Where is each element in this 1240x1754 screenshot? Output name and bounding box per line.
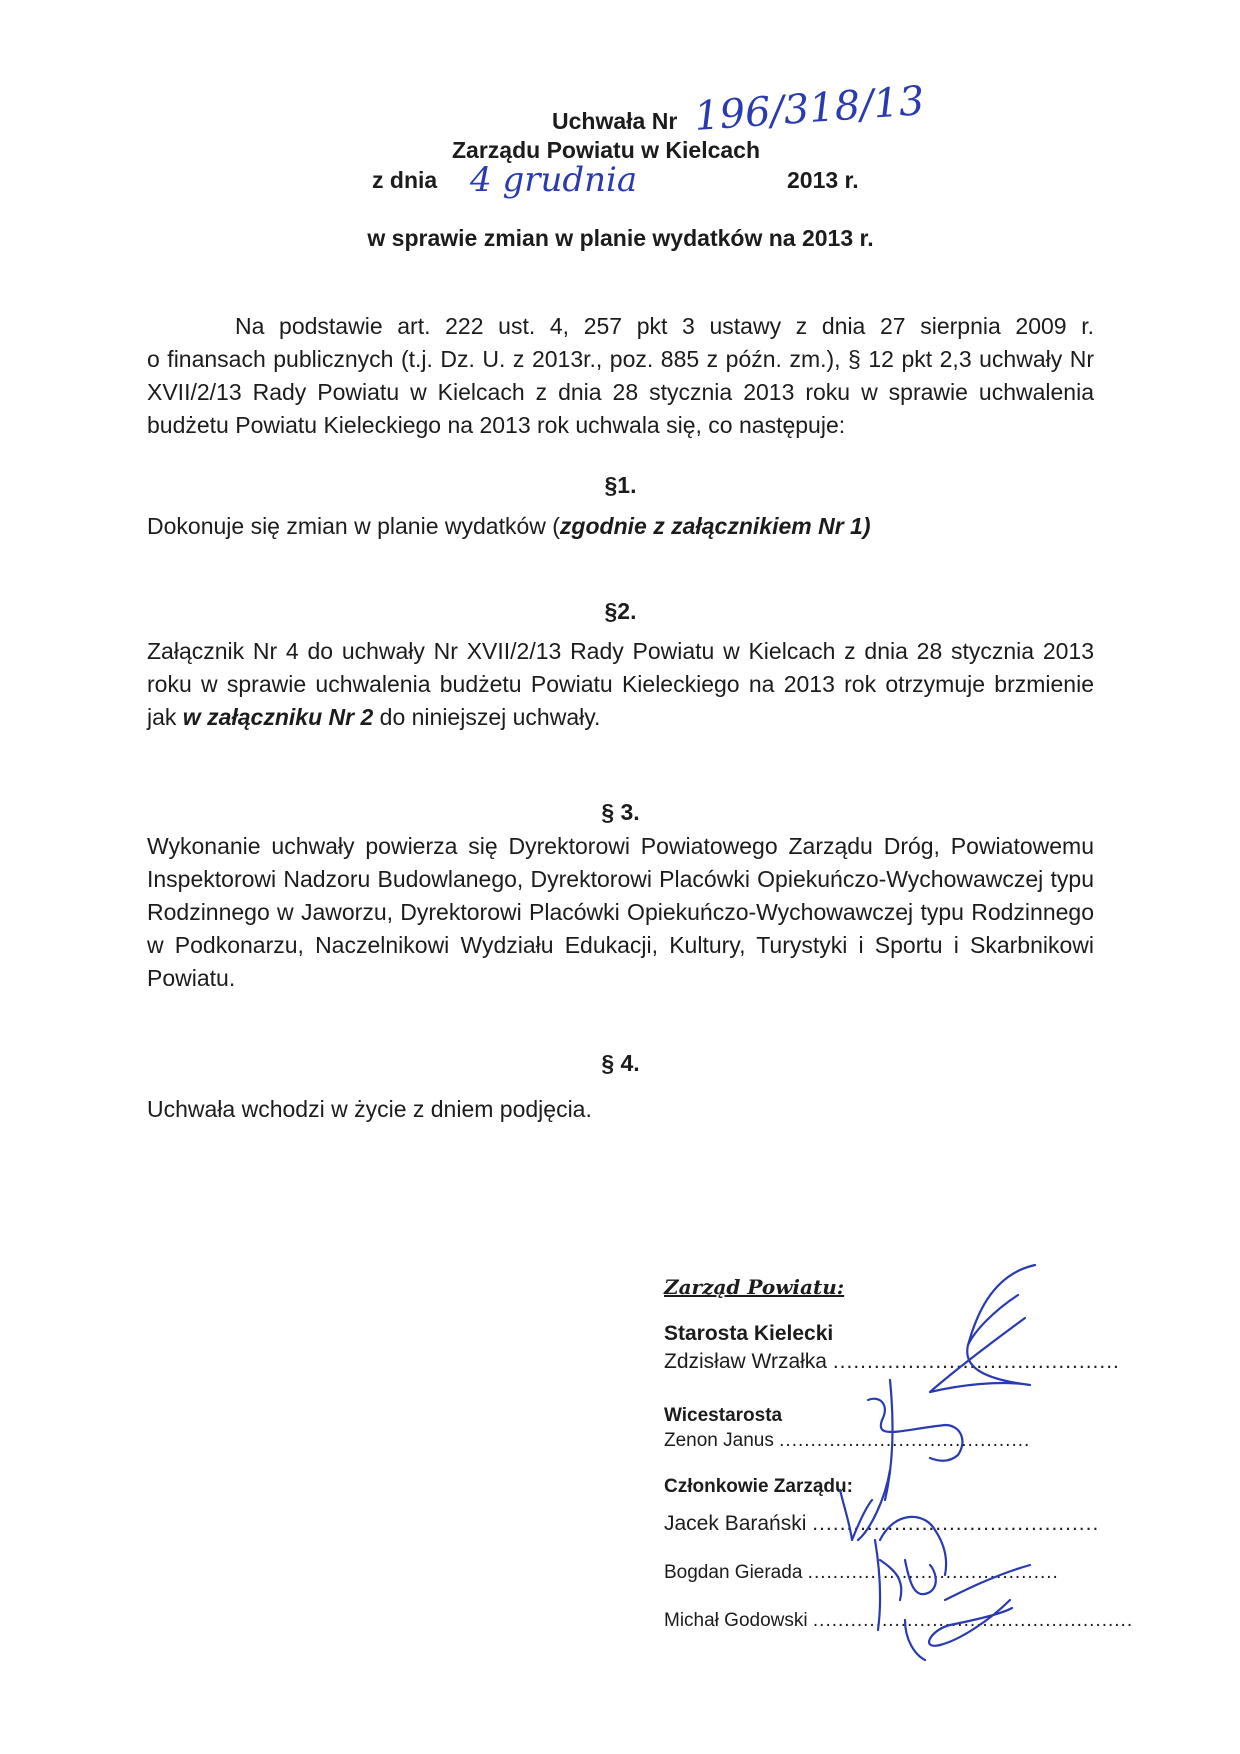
date-prefix: z dnia xyxy=(372,167,438,193)
signature-dots: ........................................ xyxy=(779,1430,1031,1451)
issuer-line: Zarządu Powiatu w Kielcach xyxy=(452,137,761,163)
section-1-attachment-ref: zgodnie z załącznikiem Nr 1) xyxy=(559,513,871,539)
vice-signature-line xyxy=(664,1430,1030,1452)
starosta-signature-line xyxy=(664,1350,1120,1374)
date-year: 2013 r. xyxy=(787,167,859,193)
member1-name: Jacek Barański xyxy=(664,1512,807,1535)
section-2-text: Załącznik Nr 4 do uchwały Nr XVII/2/13 Rady Powiatu w Kielcach z dnia 28 stycznia 2013 roku w sprawie uchwalenia budżetu Powiatu Kieleckiego na 2013 rok otrzymuje brzmienie jak w załączniku Nr 2 do niniejszej uchwały. xyxy=(147,638,1094,730)
member3-name: Michał Godowski xyxy=(664,1610,808,1631)
signature-dots: ................................................... xyxy=(812,1610,1134,1631)
subject-line: w sprawie zmian w planie wydatków na 2013 r. xyxy=(367,225,874,251)
section-2-attachment-ref: w załączniku Nr 2 xyxy=(182,704,374,730)
section-1-text: Dokonuje się zmian w planie wydatków (zgodnie z załącznikiem Nr 1) xyxy=(147,513,871,539)
members-title: Członkowie Zarządu: xyxy=(664,1476,853,1497)
starosta-title: Starosta Kielecki xyxy=(664,1322,834,1345)
resolution-title-label: Uchwała Nr xyxy=(552,108,678,134)
preamble-body: o finansach publicznych (t.j. Dz. U. z 2013r., poz. 885 z późn. zm.), § 12 pkt 2,3 uchwały Nr XVII/2/13 Rady Powiatu w Kielcach z dnia 28 stycznia 2013 roku w sprawie uchwalenia budżetu Powiatu Kieleckiego na 2013 rok uchwala się, co następuje: xyxy=(147,346,1094,438)
section-4-text: Uchwała wchodzi w życie z dniem podjęcia. xyxy=(147,1096,592,1122)
vice-name: Zenon Janus xyxy=(664,1430,774,1451)
section-3-text: Wykonanie uchwały powierza się Dyrektorowi Powiatowego Zarządu Dróg, Powiatowemu Inspektorowi Nadzoru Budowlanego, Dyrektorowi Placówki Opiekuńczo-Wychowawczej typu Rodzinnego w Jaworzu, Dyrektorowi Placówki Opiekuńczo-Wychowawczej typu Rodzinnego w Podkonarzu, Naczelnikowi Wydziału Edukacji, Kultury, Turystyki i Sportu i Skarbnikowi Powiatu. xyxy=(147,833,1094,991)
member1-signature-line xyxy=(664,1512,1099,1536)
member3-signature-line xyxy=(664,1610,1133,1632)
preamble xyxy=(147,310,1094,442)
resolution-title xyxy=(552,108,677,135)
preamble-first-line: Na podstawie art. 222 ust. 4, 257 pkt 3 ustawy z dnia 27 sierpnia 2009 r. xyxy=(235,313,1094,339)
signature-dots: ........................................ xyxy=(807,1562,1059,1583)
signature-dots: .......................................... xyxy=(812,1512,1100,1535)
vice-title: Wicestarosta xyxy=(664,1405,783,1426)
section-4-heading: § 4. xyxy=(601,1050,640,1076)
starosta-name: Zdzisław Wrzałka xyxy=(664,1350,827,1373)
signature-dots: .......................................... xyxy=(832,1350,1120,1373)
section-2-heading: §2. xyxy=(604,598,637,624)
section-1-heading: §1. xyxy=(604,472,637,498)
section-3-heading: § 3. xyxy=(601,799,640,825)
member2-name: Bogdan Gierada xyxy=(664,1562,803,1583)
member2-signature-line xyxy=(664,1562,1059,1584)
date-handwritten: 4 grudnia xyxy=(470,160,638,200)
board-heading: Zarząd Powiatu: xyxy=(664,1275,845,1299)
resolution-number-handwritten: 196/318/13 xyxy=(692,78,926,140)
